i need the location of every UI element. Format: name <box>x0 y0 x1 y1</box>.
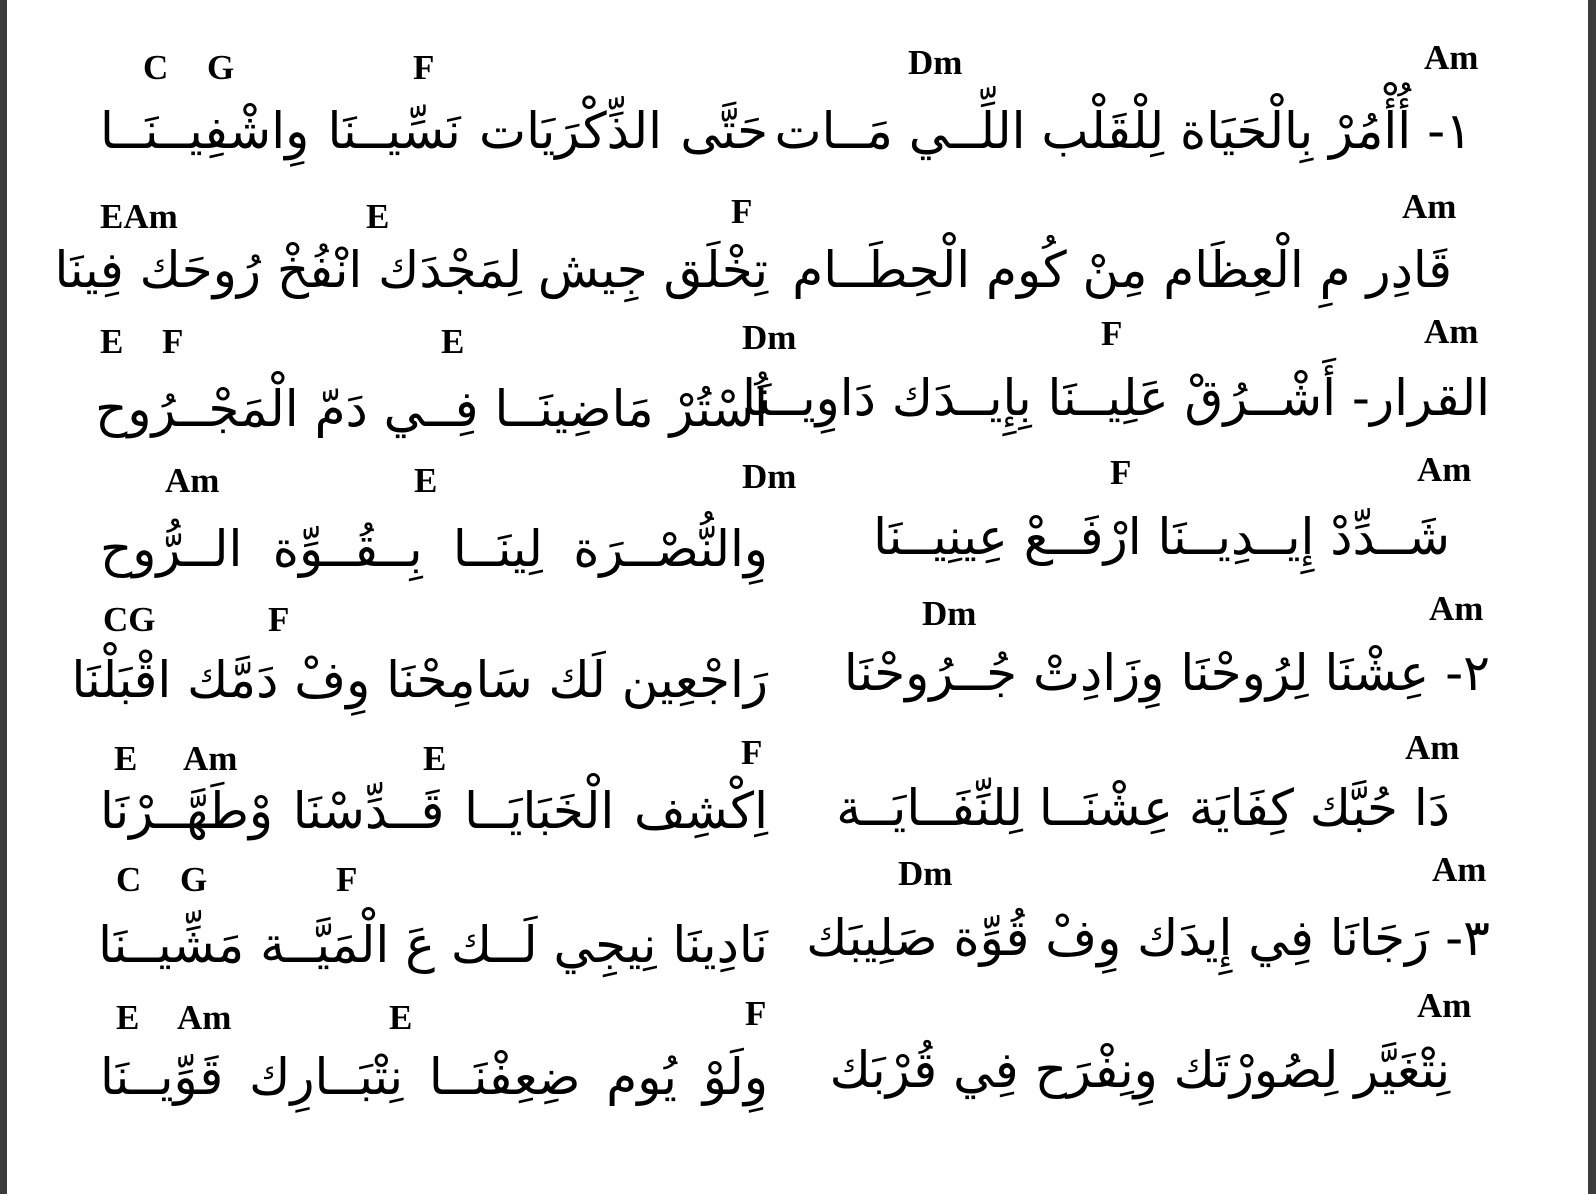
lyric-line-left: رَاجْعِين لَك سَامِحْنَا وِفْ دَمَّك اقْبَلْنَا <box>71 651 768 709</box>
chord: Am <box>183 739 238 778</box>
chord: E <box>389 998 413 1037</box>
lyric-line-right: القرار- أَشْــرُقْ عَلِيــنَا بِإِيــدَك دَاوِيــنَا <box>742 369 1490 427</box>
lyric-line-right: ٣- رَجَانَا فِي إِيدَك وِفْ قُوِّة صَلِيبَك <box>806 909 1490 967</box>
chord: F <box>1101 314 1123 353</box>
chord: Dm <box>922 594 977 633</box>
chord: Am <box>1417 450 1472 489</box>
right-border <box>1588 0 1596 1194</box>
chord: F <box>731 192 753 231</box>
lyric-line-right: قَادِر مِ الْعِظَام مِنْ كُوم الْحِطَــام <box>792 241 1452 299</box>
chord: Dm <box>742 457 797 496</box>
chord: Am <box>1429 589 1484 628</box>
chord: Am <box>1405 728 1460 767</box>
chord: Am <box>177 998 232 1037</box>
chord: Am <box>165 461 220 500</box>
lyric-line-left: نَادِينَا نِيجِي لَــك عَ الْمَيَّــة مَشِّيــنَا <box>98 916 768 974</box>
chord: Dm <box>742 318 797 357</box>
chord: Am <box>1417 986 1472 1025</box>
chord: F <box>336 860 358 899</box>
lyric-line-right: شَــدِّدْ إِيــدِيــنَا ارْفَــعْ عِينِيــنَا <box>873 508 1450 566</box>
chord: F <box>741 733 763 772</box>
chord: F <box>413 48 435 87</box>
lyric-line-left: وِلَوْ يُوم ضِعِفْنَــا نِتْبَــارِك قَوِّيــنَا <box>100 1048 768 1106</box>
chord: G <box>180 860 208 899</box>
chord: G <box>207 48 235 87</box>
lyric-line-right: ١- أُأْمُرْ بِالْحَيَاة لِلْقَلْب اللِّــي مَــات <box>774 102 1472 160</box>
lyric-line-left: اُسْتُرْ مَاضِينَــا فِــي دَمّ الْمَجْــرُوح <box>95 380 768 438</box>
chord: F <box>745 994 767 1033</box>
chord: F <box>268 600 290 639</box>
chord: E <box>414 461 438 500</box>
lyric-line-left: حَتَّى الذِّكْرَيَات نَسِّيــنَا وِاشْفِيــنَــا <box>100 102 768 160</box>
chord: CG <box>103 600 156 639</box>
chord: E <box>100 322 124 361</box>
chord: F <box>162 322 184 361</box>
chord: E <box>366 197 390 236</box>
lyric-line-left: تِخْلَق جِيش لِمَجْدَك انْفُخْ رُوحَك فِينَا <box>54 241 768 299</box>
chord: E <box>423 739 447 778</box>
chord: E <box>116 998 140 1037</box>
chord: F <box>1110 453 1132 492</box>
chord: E <box>114 739 138 778</box>
chord: Dm <box>898 854 953 893</box>
chord: Am <box>1424 312 1479 351</box>
left-border <box>0 0 7 1194</box>
lyric-line-left: اِكْشِف الْخَبَايَــا قَــدِّسْنَا وْطَهَّــرْنَا <box>100 782 768 840</box>
chord: Am <box>1432 850 1487 889</box>
lyric-line-left: وِالنُّصْــرَة لِينَــا بِــقُــوِّة الــرُّوح <box>100 520 768 578</box>
chord: EAm <box>100 197 178 236</box>
chord: E <box>441 322 465 361</box>
chord: C <box>143 48 169 87</box>
chord: Am <box>1402 187 1457 226</box>
lyric-line-right: ٢- عِشْنَا لِرُوحْنَا وِزَادِتْ جُــرُوحْنَا <box>843 644 1490 702</box>
chord: Dm <box>908 43 963 82</box>
chord: C <box>116 860 142 899</box>
lyric-line-right: نِتْغَيَّر لِصُورْتَك وِنِفْرَح فِي قُرْبَك <box>829 1041 1450 1099</box>
lyric-line-right: دَا حُبَّك كِفَايَة عِشْنَــا لِلنِّفَــايَــة <box>836 779 1450 837</box>
chord: Am <box>1424 38 1479 77</box>
